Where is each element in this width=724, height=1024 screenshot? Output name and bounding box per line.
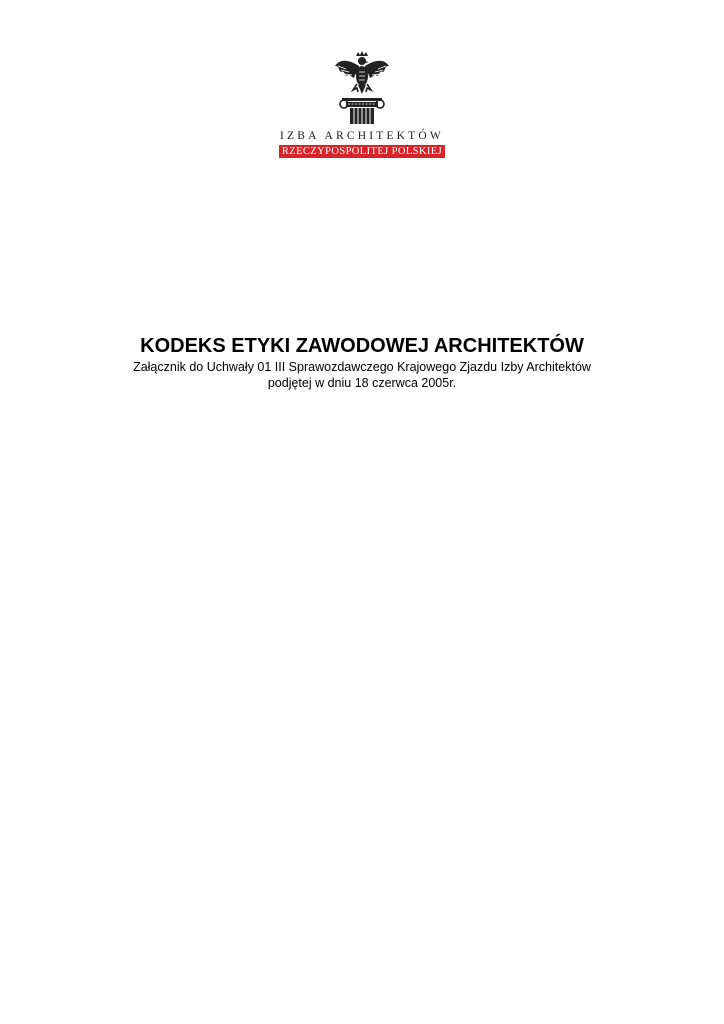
- org-logo: [0, 50, 724, 158]
- document-heading: [0, 333, 724, 391]
- document-subtitle-line1: Załącznik do Uchwały 01 III Sprawozdawczego Krajowego Zjazdu Izby Architektów: [133, 360, 591, 374]
- org-name-line2: RZECZYPOSPOLITEJ POLSKIEJ: [279, 145, 445, 158]
- eagle-on-column-icon: [332, 50, 392, 124]
- org-name-line1: IZBA ARCHITEKTÓW: [280, 130, 444, 142]
- document-subtitle-line2: podjętej w dniu 18 czerwca 2005r.: [267, 376, 457, 390]
- document-title: KODEKS ETYKI ZAWODOWEJ ARCHITEKTÓW: [140, 335, 584, 357]
